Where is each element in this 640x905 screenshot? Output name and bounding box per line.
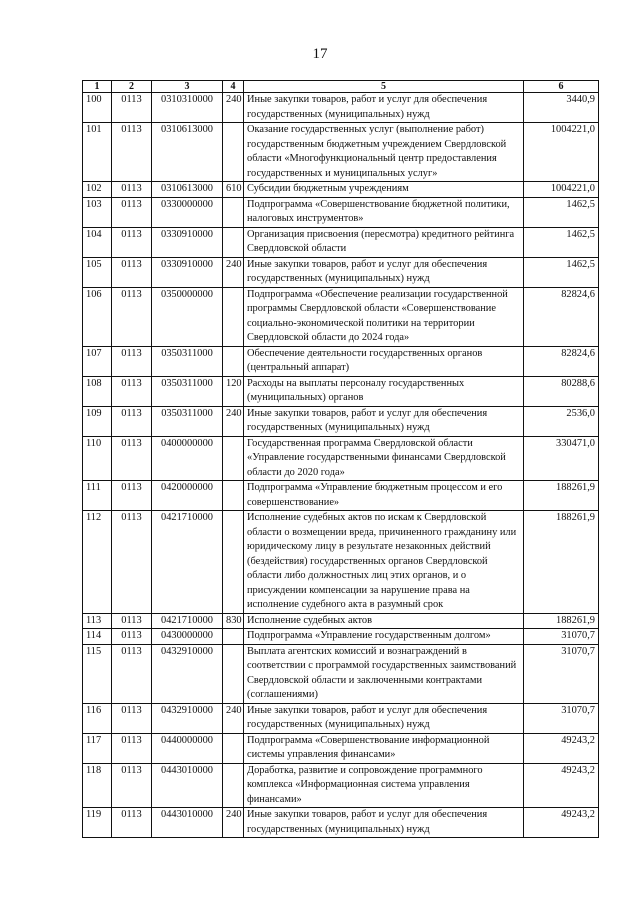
amount: 188261,9 <box>524 613 599 629</box>
row-number: 117 <box>83 733 112 763</box>
item-name: Подпрограмма «Совершенствование информационной системы управления финансами» <box>244 733 524 763</box>
amount: 1462,5 <box>524 257 599 287</box>
target-article: 0350311000 <box>152 406 223 436</box>
expense-type: 240 <box>223 703 244 733</box>
table-row <box>83 733 599 763</box>
table-row <box>83 257 599 287</box>
expense-type: 830 <box>223 613 244 629</box>
item-name: Иные закупки товаров, работ и услуг для обеспечения государственных (муниципальных) нужд <box>244 703 524 733</box>
item-name: Иные закупки товаров, работ и услуг для обеспечения государственных (муниципальных) нужд <box>244 808 524 838</box>
table-row <box>83 376 599 406</box>
row-number: 106 <box>83 287 112 346</box>
item-name: Подпрограмма «Обеспечение реализации государственной программы Свердловской области «Совершенствование социально-экономической политики на территории Свердловской области до 2024 года» <box>244 287 524 346</box>
table-row <box>83 511 599 614</box>
item-name: Выплата агентских комиссий и вознаграждений в соответствии с программой государственных заимствований Свердловской области и заключенными контрактами (соглашениями) <box>244 644 524 703</box>
header-col-5: 5 <box>244 81 524 93</box>
table-row <box>83 287 599 346</box>
expense-type <box>223 436 244 481</box>
amount: 2536,0 <box>524 406 599 436</box>
amount: 49243,2 <box>524 763 599 808</box>
target-article: 0430000000 <box>152 629 223 645</box>
section-code: 0113 <box>112 613 152 629</box>
header-col-3: 3 <box>152 81 223 93</box>
section-code: 0113 <box>112 511 152 614</box>
amount: 1004221,0 <box>524 123 599 182</box>
row-number: 113 <box>83 613 112 629</box>
target-article: 0421710000 <box>152 613 223 629</box>
table-row <box>83 703 599 733</box>
item-name: Иные закупки товаров, работ и услуг для обеспечения государственных (муниципальных) нужд <box>244 406 524 436</box>
target-article: 0432910000 <box>152 644 223 703</box>
item-name: Подпрограмма «Управление бюджетным процессом и его совершенствование» <box>244 481 524 511</box>
target-article: 0420000000 <box>152 481 223 511</box>
item-name: Государственная программа Свердловской области «Управление государственными финансами Свердловской области до 2020 года» <box>244 436 524 481</box>
section-code: 0113 <box>112 481 152 511</box>
section-code: 0113 <box>112 703 152 733</box>
header-col-4: 4 <box>223 81 244 93</box>
section-code: 0113 <box>112 406 152 436</box>
amount: 3440,9 <box>524 93 599 123</box>
section-code: 0113 <box>112 93 152 123</box>
target-article: 0443010000 <box>152 808 223 838</box>
section-code: 0113 <box>112 808 152 838</box>
table-row <box>83 808 599 838</box>
expense-type <box>223 123 244 182</box>
row-number: 116 <box>83 703 112 733</box>
row-number: 112 <box>83 511 112 614</box>
row-number: 101 <box>83 123 112 182</box>
expense-type: 610 <box>223 182 244 198</box>
section-code: 0113 <box>112 644 152 703</box>
section-code: 0113 <box>112 182 152 198</box>
table-row <box>83 629 599 645</box>
header-col-6: 6 <box>524 81 599 93</box>
amount: 31070,7 <box>524 703 599 733</box>
table-row <box>83 93 599 123</box>
target-article: 0400000000 <box>152 436 223 481</box>
row-number: 105 <box>83 257 112 287</box>
row-number: 100 <box>83 93 112 123</box>
page-number: 17 <box>312 46 328 62</box>
expense-type: 240 <box>223 808 244 838</box>
row-number: 108 <box>83 376 112 406</box>
table-row <box>83 481 599 511</box>
section-code: 0113 <box>112 436 152 481</box>
amount: 188261,9 <box>524 511 599 614</box>
item-name: Исполнение судебных актов по искам к Свердловской области о возмещении вреда, причиненного гражданину или юридическому лицу в результате незаконных действий (бездействия) государственных органов Свердловской области либо должностных лиц этих органов, и о присуждении компенсации за нарушение права на исполнение судебного акта в разумный срок <box>244 511 524 614</box>
row-number: 119 <box>83 808 112 838</box>
amount: 1462,5 <box>524 227 599 257</box>
budget-table <box>82 80 599 838</box>
amount: 330471,0 <box>524 436 599 481</box>
target-article: 0330910000 <box>152 227 223 257</box>
amount: 82824,6 <box>524 346 599 376</box>
row-number: 107 <box>83 346 112 376</box>
item-name: Иные закупки товаров, работ и услуг для обеспечения государственных (муниципальных) нужд <box>244 257 524 287</box>
table-row <box>83 613 599 629</box>
row-number: 102 <box>83 182 112 198</box>
amount: 31070,7 <box>524 644 599 703</box>
target-article: 0310613000 <box>152 123 223 182</box>
row-number: 118 <box>83 763 112 808</box>
section-code: 0113 <box>112 629 152 645</box>
section-code: 0113 <box>112 346 152 376</box>
target-article: 0443010000 <box>152 763 223 808</box>
expense-type: 120 <box>223 376 244 406</box>
amount: 82824,6 <box>524 287 599 346</box>
expense-type <box>223 644 244 703</box>
item-name: Субсидии бюджетным учреждениям <box>244 182 524 198</box>
table-row <box>83 346 599 376</box>
expense-type <box>223 287 244 346</box>
expense-type <box>223 227 244 257</box>
section-code: 0113 <box>112 197 152 227</box>
item-name: Исполнение судебных актов <box>244 613 524 629</box>
amount: 49243,2 <box>524 733 599 763</box>
section-code: 0113 <box>112 257 152 287</box>
amount: 31070,7 <box>524 629 599 645</box>
table-row <box>83 406 599 436</box>
row-number: 111 <box>83 481 112 511</box>
item-name: Оказание государственных услуг (выполнение работ) государственным бюджетным учреждением Свердловской области «Многофункциональный центр предоставления государственных и муниципальных услуг» <box>244 123 524 182</box>
expense-type <box>223 346 244 376</box>
section-code: 0113 <box>112 227 152 257</box>
target-article: 0432910000 <box>152 703 223 733</box>
item-name: Иные закупки товаров, работ и услуг для обеспечения государственных (муниципальных) нужд <box>244 93 524 123</box>
target-article: 0350000000 <box>152 287 223 346</box>
header-col-1: 1 <box>83 81 112 93</box>
target-article: 0440000000 <box>152 733 223 763</box>
row-number: 110 <box>83 436 112 481</box>
table-row <box>83 227 599 257</box>
item-name: Организация присвоения (пересмотра) кредитного рейтинга Свердловской области <box>244 227 524 257</box>
expense-type <box>223 733 244 763</box>
item-name: Подпрограмма «Совершенствование бюджетной политики, налоговых инструментов» <box>244 197 524 227</box>
table-row <box>83 123 599 182</box>
amount: 80288,6 <box>524 376 599 406</box>
amount: 1004221,0 <box>524 182 599 198</box>
table-row <box>83 182 599 198</box>
row-number: 104 <box>83 227 112 257</box>
target-article: 0310310000 <box>152 93 223 123</box>
expense-type <box>223 763 244 808</box>
target-article: 0421710000 <box>152 511 223 614</box>
target-article: 0350311000 <box>152 346 223 376</box>
expense-type: 240 <box>223 257 244 287</box>
target-article: 0310613000 <box>152 182 223 198</box>
item-name: Доработка, развитие и сопровождение программного комплекса «Информационная система управления финансами» <box>244 763 524 808</box>
row-number: 114 <box>83 629 112 645</box>
target-article: 0330910000 <box>152 257 223 287</box>
target-article: 0350311000 <box>152 376 223 406</box>
section-code: 0113 <box>112 763 152 808</box>
target-article: 0330000000 <box>152 197 223 227</box>
expense-type <box>223 481 244 511</box>
section-code: 0113 <box>112 287 152 346</box>
expense-type <box>223 197 244 227</box>
amount: 1462,5 <box>524 197 599 227</box>
item-name: Обеспечение деятельности государственных органов (центральный аппарат) <box>244 346 524 376</box>
expense-type <box>223 629 244 645</box>
row-number: 109 <box>83 406 112 436</box>
expense-type: 240 <box>223 406 244 436</box>
section-code: 0113 <box>112 733 152 763</box>
table-row <box>83 763 599 808</box>
row-number: 103 <box>83 197 112 227</box>
row-number: 115 <box>83 644 112 703</box>
table-row <box>83 644 599 703</box>
table-header-row <box>83 81 599 93</box>
header-col-2: 2 <box>112 81 152 93</box>
section-code: 0113 <box>112 123 152 182</box>
table-row <box>83 436 599 481</box>
expense-type <box>223 511 244 614</box>
section-code: 0113 <box>112 376 152 406</box>
amount: 188261,9 <box>524 481 599 511</box>
item-name: Расходы на выплаты персоналу государственных (муниципальных) органов <box>244 376 524 406</box>
table-row <box>83 197 599 227</box>
expense-type: 240 <box>223 93 244 123</box>
item-name: Подпрограмма «Управление государственным долгом» <box>244 629 524 645</box>
amount: 49243,2 <box>524 808 599 838</box>
